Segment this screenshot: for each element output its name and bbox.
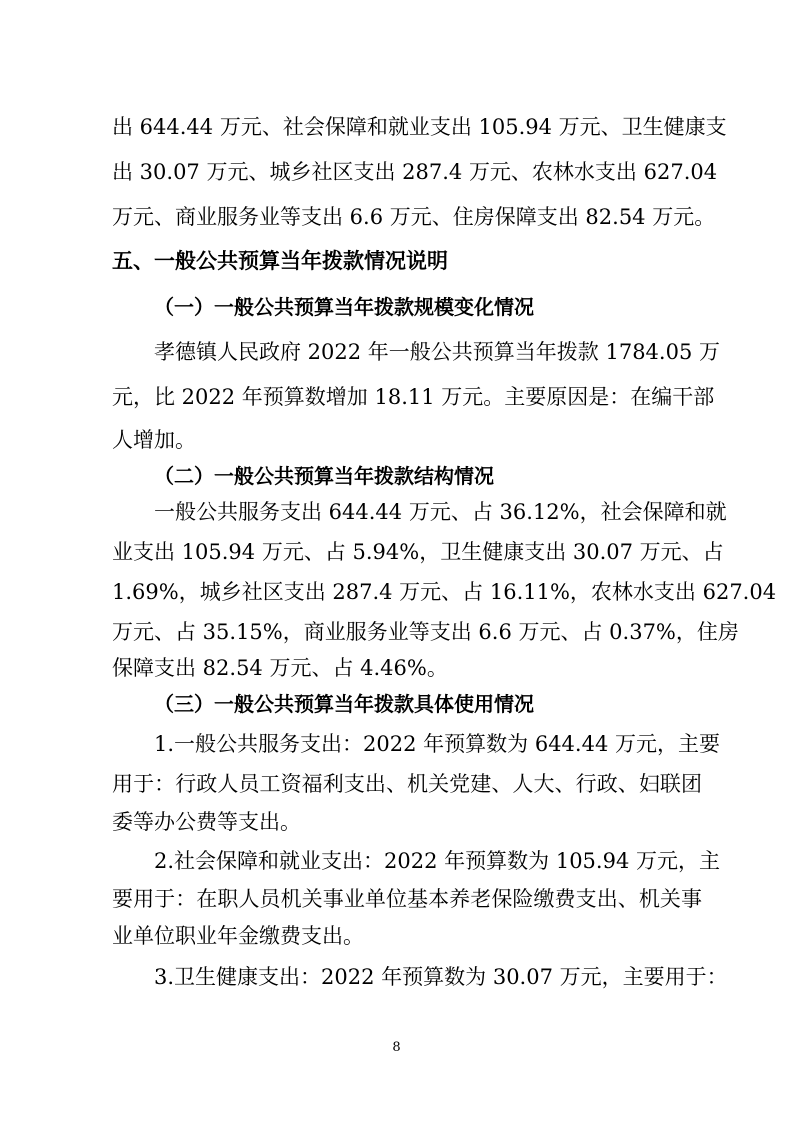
page-number: 8 xyxy=(392,1040,401,1055)
body-line: 1.一般公共服务支出：2022 年预算数为 644.44 万元，主要 xyxy=(154,732,720,756)
subsection-heading: （三）一般公共预算当年拨款具体使用情况 xyxy=(154,692,534,716)
body-line: 2.社会保障和就业支出：2022 年预算数为 105.94 万元，主 xyxy=(154,849,720,873)
body-line: 万元、占 35.15%，商业服务业等支出 6.6 万元、占 0.37%，住房 xyxy=(112,620,739,644)
body-line: 一般公共服务支出 644.44 万元、占 36.12%，社会保障和就 xyxy=(154,500,727,524)
body-line: 业单位职业年金缴费支出。 xyxy=(112,924,364,948)
body-line: 要用于：在职人员机关事业单位基本养老保险缴费支出、机关事 xyxy=(112,887,702,911)
body-line: 孝德镇人民政府 2022 年一般公共预算当年拨款 1784.05 万 xyxy=(154,340,720,364)
body-line: 用于：行政人员工资福利支出、机关党建、人大、行政、妇联团 xyxy=(112,772,702,796)
section-heading: 五、一般公共预算当年拨款情况说明 xyxy=(112,249,448,273)
body-line: 万元、商业服务业等支出 6.6 万元、住房保障支出 82.54 万元。 xyxy=(112,205,716,229)
body-line: 业支出 105.94 万元、占 5.94%，卫生健康支出 30.07 万元、占 xyxy=(112,540,724,564)
body-line: 元，比 2022 年预算数增加 18.11 万元。主要原因是：在编干部 xyxy=(112,385,715,409)
body-line: 出 30.07 万元、城乡社区支出 287.4 万元、农林水支出 627.04 xyxy=(112,160,718,184)
body-line: 3.卫生健康支出：2022 年预算数为 30.07 万元，主要用于： xyxy=(154,965,728,989)
body-line: 保障支出 82.54 万元、占 4.46%。 xyxy=(112,656,448,680)
body-line: 委等办公费等支出。 xyxy=(112,810,301,834)
body-line: 人增加。 xyxy=(112,428,196,452)
subsection-heading: （一）一般公共预算当年拨款规模变化情况 xyxy=(154,295,534,319)
body-line: 1.69%，城乡社区支出 287.4 万元、占 16.11%，农林水支出 627.04 xyxy=(112,580,777,604)
body-line: 出 644.44 万元、社会保障和就业支出 105.94 万元、卫生健康支 xyxy=(112,115,727,139)
subsection-heading: （二）一般公共预算当年拨款结构情况 xyxy=(154,464,494,488)
